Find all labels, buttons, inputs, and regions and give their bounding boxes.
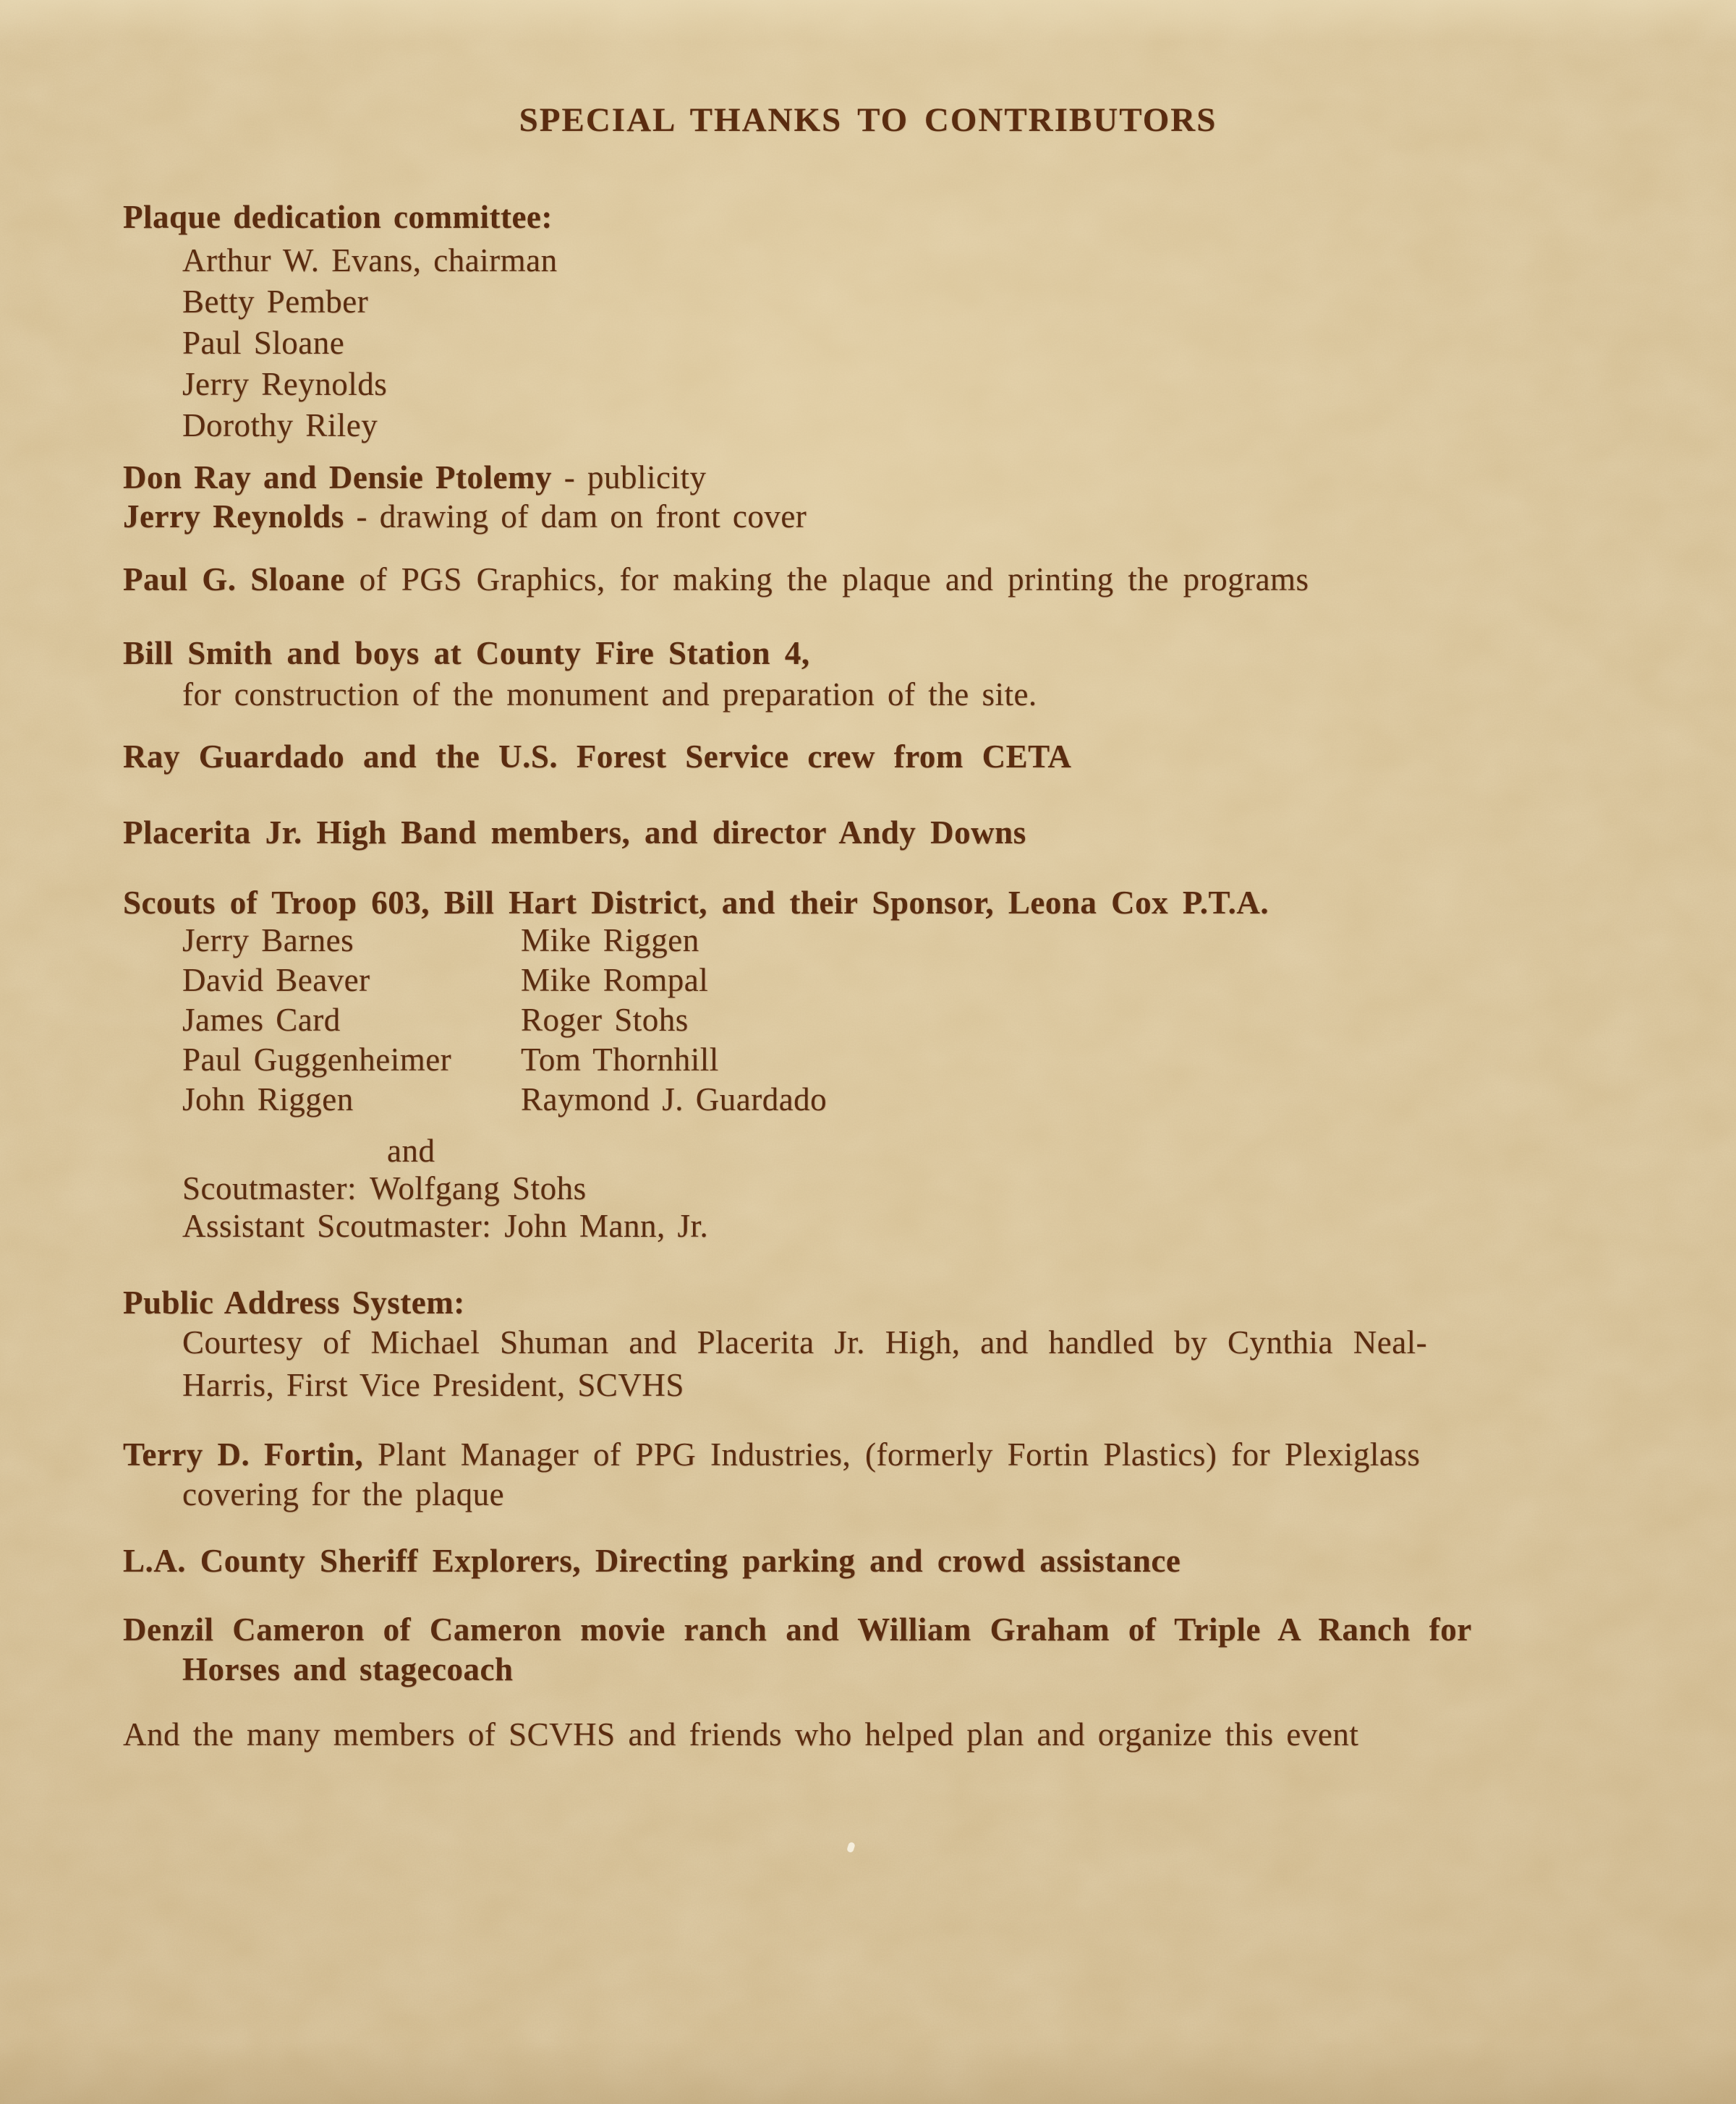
scout-name: David Beaver: [182, 962, 370, 998]
scouts-heading: Scouts of Troop 603, Bill Hart District, and their Sponsor, Leona Cox P.T.A.: [123, 885, 1269, 921]
ray-guardado-line: Ray Guardado and the U.S. Forest Service crew from CETA: [123, 738, 1072, 775]
sloane-desc: of PGS Graphics, for making the plaque and printing the programs: [344, 561, 1309, 597]
placerita-band-line: Placerita Jr. High Band members, and director Andy Downs: [123, 814, 1026, 851]
committee-member: Paul Sloane: [182, 325, 345, 361]
pa-system-heading: Public Address System:: [123, 1285, 465, 1321]
billsmith-heading: Bill Smith and boys at County Fire Station 4,: [123, 635, 810, 671]
scoutmaster-line: [182, 1168, 587, 1209]
assistant-scoutmaster-name: John Mann, Jr.: [504, 1208, 709, 1244]
sheriff-line: L.A. County Sheriff Explorers, Directing parking and crowd assistance: [123, 1543, 1181, 1579]
billsmith-continuation: for construction of the monument and preparation of the site.: [182, 676, 1037, 712]
credit-line: [123, 458, 807, 497]
credit-line: [123, 497, 807, 536]
publicity-credits: [123, 458, 807, 536]
committee-member: Jerry Reynolds: [182, 366, 388, 402]
cameron-line1: Denzil Cameron of Cameron movie ranch and William Graham of Triple A Ranch for: [123, 1611, 1472, 1648]
credit-name: Jerry Reynolds: [123, 498, 344, 534]
fortin-continuation: covering for the plaque: [182, 1476, 505, 1512]
committee-member-list: [182, 240, 558, 446]
scout-name: Paul Guggenheimer: [182, 1042, 452, 1078]
committee-heading: Plaque dedication committee:: [123, 199, 553, 235]
credit-desc: - publicity: [552, 459, 707, 495]
pa-system-line2: Harris, First Vice President, SCVHS: [182, 1367, 684, 1403]
sloane-line: [123, 559, 1309, 600]
scout-name: Mike Rompal: [521, 962, 709, 998]
scout-roster: [182, 921, 827, 1120]
credit-name: Don Ray and Densie Ptolemy: [123, 459, 552, 495]
scout-name: Roger Stohs: [521, 1002, 689, 1038]
scoutmaster-name: Wolfgang Stohs: [369, 1170, 587, 1206]
credit-desc: - drawing of dam on front cover: [344, 498, 807, 534]
scout-name: John Riggen: [182, 1081, 354, 1117]
closing-line: And the many members of SCVHS and friends who helped plan and organize this event: [123, 1716, 1359, 1752]
scout-name: Tom Thornhill: [521, 1042, 719, 1078]
committee-member: Betty Pember: [182, 284, 369, 320]
fortin-name: Terry D. Fortin,: [123, 1436, 364, 1473]
fortin-desc: Plant Manager of PPG Industries, (formerly Fortin Plastics) for Plexiglass: [363, 1436, 1421, 1473]
scout-name: James Card: [182, 1002, 341, 1038]
committee-member: Dorothy Riley: [182, 407, 378, 443]
scout-name: Raymond J. Guardado: [521, 1081, 827, 1117]
assistant-scoutmaster-label: Assistant Scoutmaster:: [182, 1208, 492, 1244]
fortin-line: [123, 1434, 1420, 1475]
sloane-name: Paul G. Sloane: [123, 561, 345, 597]
scout-name: Jerry Barnes: [182, 922, 354, 958]
scoutmaster-label: Scoutmaster:: [182, 1170, 357, 1206]
pa-system-line1: Courtesy of Michael Shuman and Placerita Jr. High, and handled by Cynthia Neal-: [182, 1324, 1428, 1360]
committee-member: Arthur W. Evans, chairman: [182, 242, 558, 278]
page-title: SPECIAL THANKS TO CONTRIBUTORS: [519, 101, 1217, 139]
cameron-line2: Horses and stagecoach: [182, 1651, 514, 1687]
assistant-scoutmaster-line: [182, 1206, 708, 1247]
scouts-conjunction: and: [387, 1133, 435, 1169]
scout-name: Mike Riggen: [521, 922, 699, 958]
scout-roster-grid: [182, 921, 827, 1120]
